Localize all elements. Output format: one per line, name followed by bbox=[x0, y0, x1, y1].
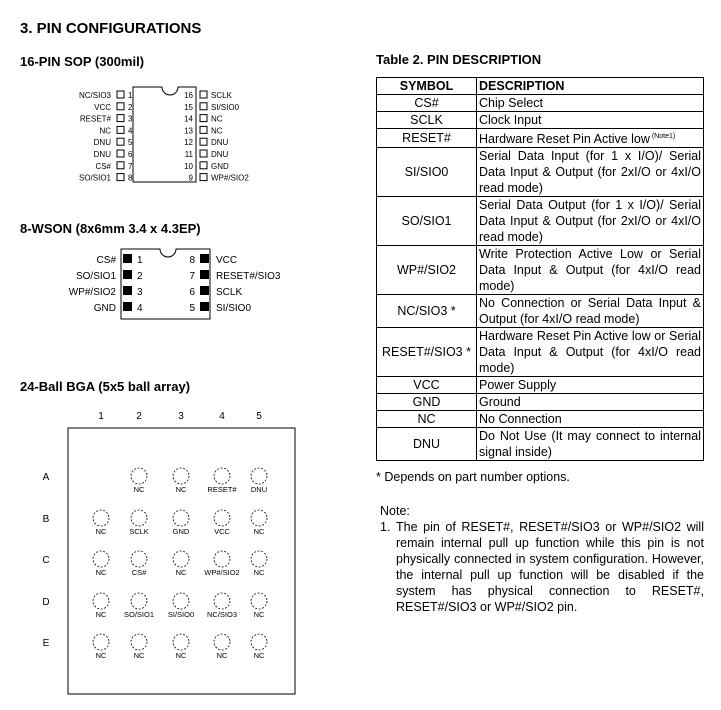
bga-ball-label: SO/SIO1 bbox=[123, 610, 155, 619]
sop-pin-name: SO/SIO1 bbox=[78, 173, 111, 183]
sop-pin-name: SI/SIO0 bbox=[211, 102, 240, 112]
wson-pin-name: SCLK bbox=[216, 287, 243, 298]
pin-description-cell: Hardware Reset Pin Active low $^{(Note1)}$ bbox=[477, 129, 704, 148]
pin-symbol-cell: CS# bbox=[377, 95, 477, 112]
bga-column-label: 3 bbox=[178, 411, 184, 422]
pin-symbol-cell: RESET# bbox=[377, 129, 477, 148]
bga-row-label: B bbox=[42, 514, 50, 525]
bga-package-diagram bbox=[0, 0, 310, 710]
pin-symbol-cell: VCC bbox=[377, 377, 477, 394]
sop-pin-name: CS# bbox=[95, 161, 111, 171]
bga-ball-label: DNU bbox=[250, 485, 268, 494]
sop-pin-number: 6 bbox=[128, 150, 133, 159]
bga-row-label: E bbox=[42, 638, 50, 649]
pin-symbol-cell: NC/SIO3 * bbox=[377, 295, 477, 328]
footnote: * Depends on part number options. bbox=[376, 470, 570, 484]
bga-ball-label: SCLK bbox=[129, 527, 149, 536]
bga-row-label: A bbox=[42, 472, 50, 483]
bga-ball-label: NC bbox=[253, 651, 265, 660]
bga-row-label: C bbox=[42, 555, 50, 566]
note-title: Note: bbox=[380, 504, 410, 518]
note-number: 1. bbox=[380, 520, 391, 534]
sop-pin-number: 14 bbox=[184, 114, 193, 124]
section-title: 3. PIN CONFIGURATIONS bbox=[20, 20, 202, 37]
wson-title: 8-WSON (8x6mm 3.4 x 4.3EP) bbox=[20, 221, 201, 236]
bga-ball bbox=[251, 510, 267, 526]
bga-ball bbox=[93, 593, 109, 609]
sop-pin-number: 11 bbox=[184, 150, 193, 159]
bga-ball-label: WP#/SIO2 bbox=[204, 568, 240, 577]
pin-description-cell: Serial Data Output (for 1 x I/O)/ Serial Data Input & Output (for 2xI/O or 4xI/O read mode) bbox=[477, 197, 704, 246]
sop-pin-name: WP#/SIO2 bbox=[211, 173, 249, 183]
sop-pin-number: 15 bbox=[184, 102, 193, 112]
bga-ball bbox=[173, 593, 189, 609]
pin-description-cell: Chip Select bbox=[477, 95, 704, 112]
pin-description-cell: Write Protection Active Low or Serial Data Input & Output (for 4xI/O read mode) bbox=[477, 246, 704, 295]
table-row bbox=[377, 95, 704, 112]
bga-column-label: 5 bbox=[256, 411, 262, 422]
wson-pin-number: 8 bbox=[189, 255, 195, 266]
bga-ball bbox=[214, 510, 230, 526]
bga-ball bbox=[131, 593, 147, 609]
pin-symbol-cell: GND bbox=[377, 394, 477, 411]
bga-ball-label: NC bbox=[175, 651, 187, 660]
pin-symbol-cell: WP#/SIO2 bbox=[377, 246, 477, 295]
pin-symbol-cell: DNU bbox=[377, 428, 477, 461]
bga-row-label: D bbox=[42, 597, 50, 608]
sop-pin-number: 4 bbox=[128, 126, 133, 136]
sop-pin-name: RESET# bbox=[79, 114, 111, 124]
sop-pin-name: DNU bbox=[93, 138, 111, 148]
bga-ball bbox=[93, 551, 109, 567]
description-column-header: DESCRIPTION bbox=[477, 78, 704, 95]
wson-pin-name: VCC bbox=[216, 255, 238, 266]
bga-ball-label: NC bbox=[253, 568, 265, 577]
pin-description-cell: Do Not Use (It may connect to internal signal inside) bbox=[477, 428, 704, 461]
bga-ball-label: NC/SIO3 bbox=[206, 610, 238, 619]
table-header-row bbox=[377, 78, 704, 95]
wson-pin-number: 3 bbox=[137, 287, 143, 298]
bga-column-label: 4 bbox=[219, 411, 225, 422]
bga-ball bbox=[131, 468, 147, 484]
sop-pin-number: 9 bbox=[188, 173, 193, 183]
sop-pin-name: NC bbox=[211, 126, 223, 136]
bga-ball bbox=[173, 510, 189, 526]
sop-pin-name: NC bbox=[99, 126, 111, 136]
wson-pin-name: CS# bbox=[96, 255, 116, 266]
pin-description-cell: No Connection or Serial Data Input & Output (for 4xI/O read mode) bbox=[477, 295, 704, 328]
pin-description-cell: Serial Data Input (for 1 x I/O)/ Serial Data Input & Output (for 2xI/O or 4xI/O read mode) bbox=[477, 148, 704, 197]
table-row bbox=[377, 246, 704, 295]
note-reference: (Note1) bbox=[649, 133, 676, 140]
sop-pin-number: 7 bbox=[128, 161, 133, 171]
sop-pin-name: SCLK bbox=[211, 91, 232, 100]
bga-ball bbox=[131, 634, 147, 650]
bga-ball bbox=[214, 468, 230, 484]
sop-pin-name: GND bbox=[211, 161, 229, 171]
bga-ball bbox=[173, 551, 189, 567]
pin-description-cell: Power Supply bbox=[477, 377, 704, 394]
wson-pin-name: WP#/SIO2 bbox=[68, 287, 116, 298]
symbol-column-header: SYMBOL bbox=[377, 78, 477, 95]
table-row bbox=[377, 129, 704, 148]
sop-pin-number: 3 bbox=[128, 114, 133, 124]
sop-title: 16-PIN SOP (300mil) bbox=[20, 54, 145, 69]
sop-pin-name: NC/SIO3 bbox=[78, 91, 111, 100]
sop-pin-number: 10 bbox=[184, 161, 193, 171]
sop-pin-name: DNU bbox=[211, 150, 229, 159]
bga-ball-label: NC bbox=[216, 651, 228, 660]
sop-pin-number: 13 bbox=[184, 126, 193, 136]
wson-pin-number: 6 bbox=[189, 287, 195, 298]
sop-pin-number: 8 bbox=[128, 173, 133, 183]
pin-description-cell: Ground bbox=[477, 394, 704, 411]
sop-pin-name: DNU bbox=[211, 138, 229, 148]
bga-ball-label: NC bbox=[175, 485, 187, 494]
bga-ball bbox=[251, 634, 267, 650]
bga-ball bbox=[93, 510, 109, 526]
pin-symbol-cell: NC bbox=[377, 411, 477, 428]
table-row bbox=[377, 112, 704, 129]
note-text: The pin of RESET#, RESET#/SIO3 or WP#/SIO2 will remain internal pull up function while this pin is not physically connected in system configuration. However, the internal pull up function will be disabled if the system has physical connection to RESET#, RESET#/SIO3 or WP#/SIO2 pin. bbox=[396, 520, 704, 614]
bga-ball-label: NC bbox=[95, 568, 107, 577]
wson-pin-number: 1 bbox=[137, 255, 143, 266]
sop-pin-name: NC bbox=[211, 114, 223, 124]
pin-description-cell: Clock Input bbox=[477, 112, 704, 129]
table-row bbox=[377, 394, 704, 411]
pin-symbol-cell: RESET#/SIO3 * bbox=[377, 328, 477, 377]
pin-description-cell: Hardware Reset Pin Active low or Serial Data Input & Output (for 4xI/O read mode) bbox=[477, 328, 704, 377]
pin-description-cell: No Connection bbox=[477, 411, 704, 428]
table-row bbox=[377, 328, 704, 377]
bga-ball-label: NC bbox=[95, 527, 107, 536]
bga-ball-label: NC bbox=[133, 485, 145, 494]
sop-pin-name: DNU bbox=[93, 150, 111, 159]
bga-ball bbox=[131, 510, 147, 526]
table-caption: Table 2. PIN DESCRIPTION bbox=[376, 52, 542, 67]
bga-ball bbox=[131, 551, 147, 567]
bga-ball bbox=[251, 593, 267, 609]
bga-ball-label: SI/SIO0 bbox=[167, 610, 195, 619]
pin-symbol-cell: SO/SIO1 bbox=[377, 197, 477, 246]
bga-ball bbox=[173, 468, 189, 484]
wson-pin-name: RESET#/SIO3 bbox=[216, 271, 281, 282]
wson-pin-name: GND bbox=[93, 303, 116, 314]
bga-ball bbox=[214, 593, 230, 609]
bga-ball-label: GND bbox=[172, 527, 190, 536]
bga-title: 24-Ball BGA (5x5 ball array) bbox=[20, 379, 191, 394]
bga-ball bbox=[214, 634, 230, 650]
bga-ball-label: RESET# bbox=[207, 485, 237, 494]
table-row bbox=[377, 148, 704, 197]
sop-pin-number: 12 bbox=[184, 138, 193, 148]
bga-ball-label: NC bbox=[253, 610, 265, 619]
bga-ball-label: NC bbox=[175, 568, 187, 577]
bga-ball-label: CS# bbox=[131, 568, 147, 577]
table-row bbox=[377, 377, 704, 394]
pin-symbol-cell: SI/SIO0 bbox=[377, 148, 477, 197]
bga-ball bbox=[214, 551, 230, 567]
bga-ball-label: NC bbox=[95, 651, 107, 660]
bga-ball-label: VCC bbox=[214, 527, 230, 536]
pin-symbol-cell: SCLK bbox=[377, 112, 477, 129]
bga-ball bbox=[173, 634, 189, 650]
bga-ball bbox=[93, 634, 109, 650]
wson-pin-name: SI/SIO0 bbox=[216, 303, 252, 314]
sop-pin-number: 2 bbox=[128, 102, 133, 112]
wson-pin-number: 5 bbox=[189, 303, 195, 314]
wson-pin-name: SO/SIO1 bbox=[75, 271, 116, 282]
table-row bbox=[377, 411, 704, 428]
sop-pin-number: 5 bbox=[128, 138, 133, 148]
table-row bbox=[377, 295, 704, 328]
sop-pin-name: VCC bbox=[94, 102, 111, 112]
sop-pin-number: 1 bbox=[128, 91, 133, 100]
bga-ball bbox=[251, 551, 267, 567]
wson-pin-number: 2 bbox=[137, 271, 143, 282]
bga-ball-label: NC bbox=[95, 610, 107, 619]
wson-pin-number: 7 bbox=[189, 271, 195, 282]
bga-column-label: 1 bbox=[98, 411, 104, 422]
wson-pin-number: 4 bbox=[137, 303, 143, 314]
table-row bbox=[377, 428, 704, 461]
note-block bbox=[380, 503, 704, 615]
note-item bbox=[380, 519, 704, 615]
table-row bbox=[377, 197, 704, 246]
pin-description-table bbox=[376, 77, 704, 461]
bga-ball bbox=[251, 468, 267, 484]
bga-ball-label: NC bbox=[133, 651, 145, 660]
sop-pin-number: 16 bbox=[184, 91, 193, 100]
bga-column-label: 2 bbox=[136, 411, 142, 422]
bga-ball-label: NC bbox=[253, 527, 265, 536]
